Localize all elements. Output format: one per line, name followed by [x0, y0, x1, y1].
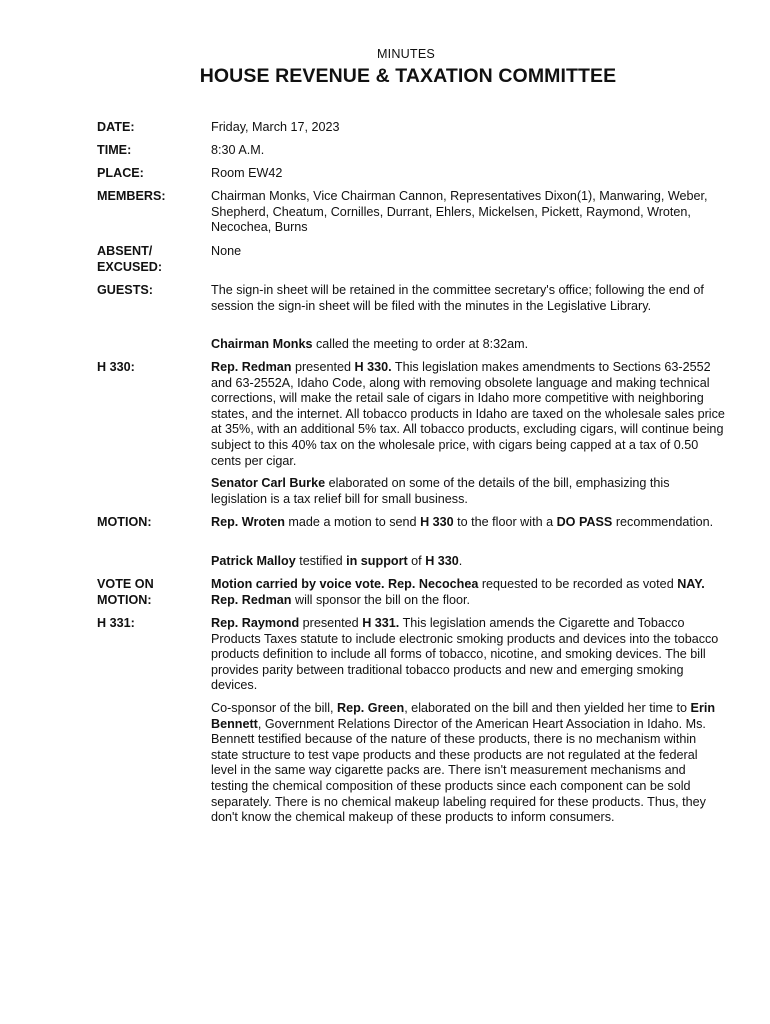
cosponsor-paragraph — [211, 701, 725, 826]
cosponsor-text-a: Co-sponsor of the bill, — [211, 701, 337, 715]
h330-paragraph — [211, 360, 725, 469]
malloy-bill: H 330 — [425, 554, 459, 568]
malloy-text-b: of — [407, 554, 426, 568]
absent-value: None — [211, 244, 242, 258]
motion-label: MOTION: — [97, 515, 152, 529]
absent-label: ABSENT/ EXCUSED: — [97, 244, 163, 274]
date-label: DATE: — [97, 120, 135, 134]
h331-presenter: Rep. Raymond — [211, 616, 300, 630]
h330-text-a: presented — [291, 360, 355, 374]
vote-paragraph — [211, 577, 725, 608]
motion-text-c: recommendation. — [612, 515, 714, 529]
h331-label: H 331: — [97, 616, 135, 630]
malloy-text-c: . — [458, 554, 463, 568]
guests-label: GUESTS: — [97, 283, 153, 297]
vote-label: VOTE ON MOTION: — [97, 577, 154, 607]
document-kicker: MINUTES — [376, 47, 436, 61]
burke-text: elaborated on some of the details of the bill, emphasizing this legislation is a tax relief bill for small business. — [211, 476, 670, 506]
members-row — [97, 189, 727, 237]
date-row — [97, 120, 727, 136]
absent-row — [97, 244, 727, 276]
cosponsor-text-b: , elaborated on the bill and then yielded her time to — [404, 701, 691, 715]
place-row — [97, 166, 727, 182]
h330-bill: H 330. — [354, 360, 392, 374]
h330-text-b: This legislation makes amendments to Sections 63-2552 and 63-2552A, Idaho Code, along with removing obsolete language and making technical corrections, will make the retail sale of cigars in Idaho more competitive with neighboring states, and the internet. All tobacco products in Idaho are taxed on the wholesale sales price at 35%, with an additional 5% tax. All tobacco products, excluding cigars, will continue being subject to this 40% tax on the wholesale price, with cigars being capped at a tax of 0.50 cents per cigar. — [211, 360, 725, 468]
time-label: TIME: — [97, 143, 132, 157]
guests-value: The sign-in sheet will be retained in the committee secretary's office; following the end of session the sign-in sheet will be filed with the minutes in the Legislative Library. — [211, 283, 704, 313]
malloy-paragraph — [211, 554, 725, 570]
motion-mover: Rep. Wroten — [211, 515, 285, 529]
malloy-name: Patrick Malloy — [211, 554, 296, 568]
chairman-name: Chairman Monks — [211, 337, 313, 351]
malloy-text-a: testified — [295, 554, 347, 568]
burke-name: Senator Carl Burke — [211, 476, 326, 490]
motion-recommendation: DO PASS — [556, 515, 613, 529]
members-label: MEMBERS: — [97, 189, 166, 203]
vote-text-a: requested to be recorded as voted — [478, 577, 678, 591]
h331-bill: H 331. — [362, 616, 400, 630]
h331-paragraph — [211, 616, 725, 694]
malloy-support: in support — [346, 554, 408, 568]
h331-text-a: presented — [299, 616, 363, 630]
h330-presenter: Rep. Redman — [211, 360, 292, 374]
guests-row — [97, 283, 727, 331]
call-to-order — [211, 337, 725, 353]
vote-text-b: will sponsor the bill on the floor. — [291, 592, 470, 607]
place-label: PLACE: — [97, 166, 144, 180]
time-value: 8:30 A.M. — [211, 143, 265, 157]
h331-text-b: This legislation amends the Cigarette and Tobacco Products Taxes statute to include electronic smoking products and devices into the tobacco products definition to include all forms of tobacco, nicotine, and smoking devices. The bill provides parity between traditional tobacco products and new and emerging smoking devices. — [211, 616, 719, 693]
vote-nay: NAY. Rep. Redman — [211, 577, 705, 607]
cosponsor-name: Rep. Green — [337, 701, 405, 715]
motion-paragraph — [211, 515, 725, 531]
burke-paragraph — [211, 476, 725, 507]
date-value: Friday, March 17, 2023 — [211, 120, 340, 134]
motion-text-a: made a motion to send — [284, 515, 421, 529]
h330-label: H 330: — [97, 360, 135, 374]
members-value: Chairman Monks, Vice Chairman Cannon, Representatives Dixon(1), Manwaring, Weber, Shepherd, Cheatum, Cornilles, Durrant, Ehlers, Mickelsen, Pickett, Raymond, Wroten, Necochea, Burns — [211, 189, 708, 235]
motion-text-b: to the floor with a — [453, 515, 557, 529]
place-value: Room EW42 — [211, 166, 283, 180]
motion-bill: H 330 — [420, 515, 454, 529]
time-row — [97, 143, 727, 159]
committee-title: HOUSE REVENUE & TAXATION COMMITTEE — [199, 65, 617, 87]
cosponsor-text-c: , Government Relations Director of the American Heart Association in Idaho. Ms. Bennett testified because of the nature of these products, there is no mechanism within state structure to test vape products and these products are not regulated at the federal level in the same way cigarette packs are. There isn't measurement mechanisms and testing the chemical composition of these products since each component can be sold separately. There is no chemical makeup labeling required for these products. Thus, they don't know the chemical makeup of these products to inform consumers. — [211, 716, 706, 825]
vote-result: Motion carried by voice vote. Rep. Necochea — [211, 577, 479, 591]
bennett-name: Erin Bennett — [211, 701, 716, 731]
call-to-order-text: called the meeting to order at 8:32am. — [312, 337, 529, 351]
